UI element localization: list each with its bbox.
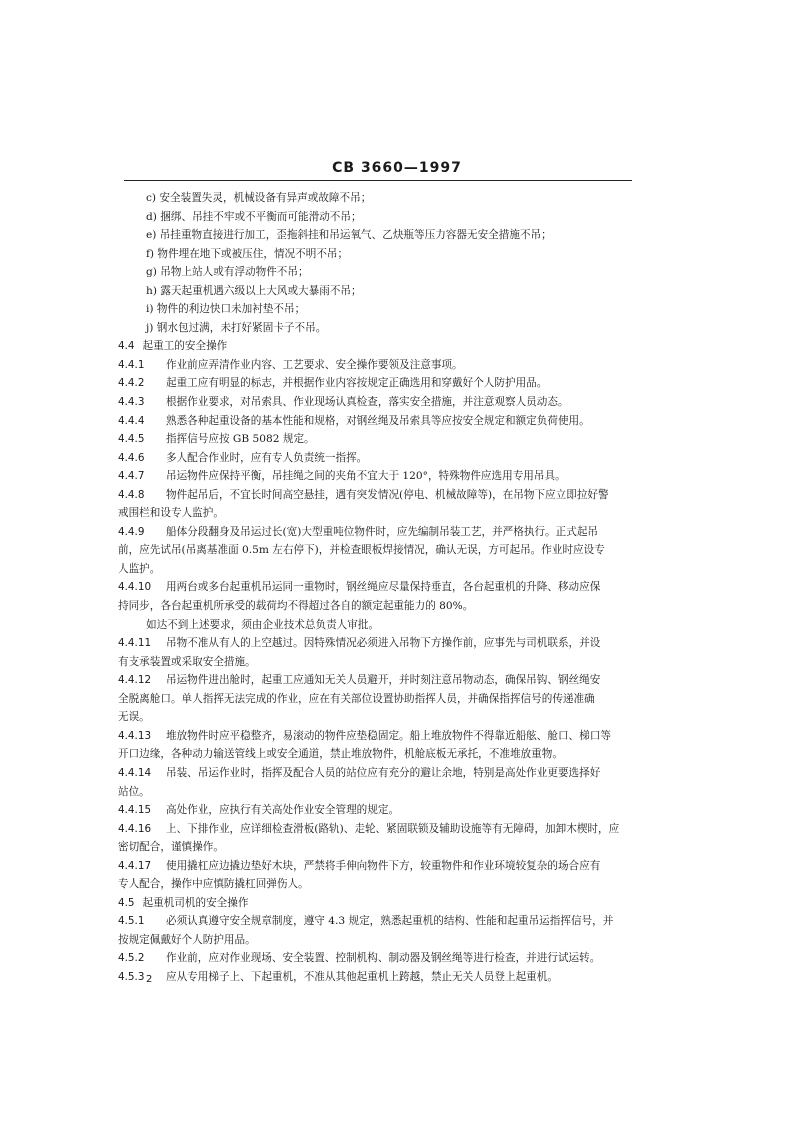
list-item: f) 物件埋在地下或被压住，情况不明不吊； (146, 247, 349, 260)
clause-number: 4.4.4 (118, 414, 145, 427)
continuation-line: 专人配合，操作中应慎防撬杠回弹伤人。 (118, 878, 309, 891)
clause-number: 4.4.8 (118, 488, 145, 501)
continuation-line: 前，应先试吊(吊离基准面 0.5m 左右停下)，并检查眼板焊接情况，确认无误，方可起吊。作业时应设专 (118, 544, 605, 557)
clause-text: 根据作业要求，对吊索具、作业现场认真检查，落实安全措施，并注意观察人员动态。 (166, 396, 569, 409)
list-item: g) 吊物上站人或有浮动物件不吊； (146, 266, 309, 279)
clause-text: 吊运物件应保持平衡，吊挂绳之间的夹角不宜大于 120°，特殊物件应选用专用吊具。 (166, 470, 566, 483)
clause-number: 4.4.16 (118, 822, 152, 835)
clause-line (0, 467, 794, 486)
section-title: 起重工的安全操作 (142, 340, 228, 353)
section-number: 4.5 (118, 896, 135, 909)
clause-number: 4.4.11 (118, 637, 152, 650)
clause-line (0, 634, 794, 653)
clause-line (0, 578, 794, 597)
clause-text: 作业前，应对作业现场、安全装置、控制机构、制动器及钢丝绳等进行检查，并进行试运转。 (166, 952, 601, 965)
clause-line (0, 449, 794, 468)
document-code-header: CB 3660—1997 (332, 160, 462, 176)
list-item: h) 露天起重机遇六级以上大风或大暴雨不吊； (146, 284, 362, 297)
clause-number: 4.4.2 (118, 377, 145, 390)
continuation-line: 按规定佩戴好个人防护用品。 (118, 933, 256, 946)
clause-number: 4.4.7 (118, 470, 145, 483)
clause-number: 4.4.15 (118, 804, 152, 817)
clause-text: 高处作业，应执行有关高处作业安全管理的规定。 (166, 804, 400, 817)
continuation-line: 密切配合，谨慎操作。 (118, 841, 224, 854)
header-rule (124, 180, 632, 181)
clause-line (0, 523, 794, 542)
clause-line (0, 727, 794, 746)
continuation-line: 戒围栏和设专人监护。 (118, 507, 224, 520)
section-heading (0, 337, 794, 356)
continuation-line: 站位。 (118, 785, 150, 798)
clause-number: 4.4.12 (118, 674, 152, 687)
clause-text: 吊装、吊运作业时，指挥及配合人员的站位应有充分的避让余地，特别是高处作业更要选择好 (166, 766, 601, 779)
clause-number: 4.4.5 (118, 433, 145, 446)
clause-text: 应从专用梯子上、下起重机，不准从其他起重机上跨越，禁止无关人员登上起重机。 (166, 970, 558, 983)
clause-text: 吊物不准从有人的上空越过。因特殊情况必须进入吊物下方操作前，应事先与司机联系，并设 (166, 637, 601, 650)
section-number: 4.4 (118, 340, 135, 353)
clause-line (0, 393, 794, 412)
clause-text: 堆放物件时应平稳整齐，易滚动的物件应垫稳固定。船上堆放物件不得靠近船舷、舱口、梯口等 (166, 729, 611, 742)
clause-number: 4.4.13 (118, 729, 152, 742)
list-item: i) 物件的利边快口未加衬垫不吊； (146, 303, 306, 316)
clause-line (0, 764, 794, 783)
clause-line (0, 949, 794, 968)
clause-line (0, 412, 794, 431)
clause-line (0, 671, 794, 690)
clause-text: 使用撬杠应边撬边垫好木块，严禁将手伸向物件下方，较重物件和作业环境较复杂的场合应有 (166, 859, 601, 872)
continuation-line: 开口边缘，各种动力输送管线上或安全通道，禁止堆放物件，机舱底板无承托，不准堆放重物。 (118, 748, 563, 761)
continuation-line: 有支承装置或采取安全措施。 (118, 655, 256, 668)
clause-text: 物件起吊后，不宜长时间高空悬挂，遇有突发情况(停电、机械故障等)，在吊物下应立即拉好警 (166, 488, 609, 501)
section-heading (0, 894, 794, 913)
clause-number: 4.4.14 (118, 766, 152, 779)
section-title: 起重机司机的安全操作 (142, 896, 249, 909)
clause-line (0, 820, 794, 839)
clause-text: 作业前应弄清作业内容、工艺要求、安全操作要领及注意事项。 (166, 358, 463, 371)
continuation-line: 无误。 (118, 711, 150, 724)
clause-line (0, 801, 794, 820)
clause-number: 4.4.6 (118, 451, 145, 464)
clause-text: 起重工应有明显的标志，并根据作业内容按规定正确选用和穿戴好个人防护用品。 (166, 377, 548, 390)
continuation-line: 持同步，各台起重机所承受的载荷均不得超过各自的额定起重能力的 80%。 (118, 600, 474, 613)
clause-text: 吊运物件进出舱时，起重工应通知无关人员避开，并时刻注意吊物动态，确保吊钩、钢丝绳安 (166, 674, 601, 687)
list-item: e) 吊挂重物直接进行加工，歪拖斜挂和吊运氧气、乙炔瓶等压力容器无安全措施不吊； (146, 229, 552, 242)
page-number: 2 (146, 974, 153, 985)
clause-text: 船体分段翻身及吊运过长(宽)大型重吨位物件时，应先编制吊装工艺，并严格执行。正式起吊 (166, 525, 599, 538)
continuation-line: 人监护。 (118, 562, 161, 575)
clause-text: 用两台或多台起重机吊运同一重物时，钢丝绳应尽量保持垂直，各台起重机的升降、移动应保 (166, 581, 601, 594)
clause-line (0, 430, 794, 449)
clause-number: 4.4.9 (118, 525, 145, 538)
clause-number: 4.5.2 (118, 952, 145, 965)
continuation-line: 全脱离舱口。单人指挥无法完成的作业，应在有关部位设置协助指挥人员，并确保指挥信号的传递准确 (118, 692, 595, 705)
clause-text: 指挥信号应按 GB 5082 规定。 (166, 433, 315, 446)
list-item: d) 捆绑、吊挂不牢或不平衡而可能滑动不吊； (146, 210, 362, 223)
clause-number: 4.5.3 (118, 970, 145, 983)
clause-line (0, 374, 794, 393)
clause-line (0, 912, 794, 931)
clause-text: 上、下排作业，应详细检查滑板(路轨)、走轮、紧固联锁及辅助设施等有无障碍，加卸木楔时，应 (166, 822, 620, 835)
list-item: j) 钢水包过满，未打好紧固卡子不吊。 (146, 321, 327, 334)
clause-line (0, 356, 794, 375)
document-body (0, 189, 794, 987)
list-item: c) 安全装置失灵，机械设备有异声或故障不吊； (146, 192, 372, 204)
clause-line (0, 486, 794, 505)
clause-number: 4.4.1 (118, 358, 145, 371)
clause-number: 4.4.3 (118, 396, 145, 409)
clause-line (0, 857, 794, 876)
note-line: 如达不到上述要求，须由企业技术总负责人审批。 (146, 618, 380, 631)
clause-number: 4.4.10 (118, 581, 152, 594)
clause-text: 多人配合作业时，应有专人负责统一指挥。 (166, 451, 368, 464)
clause-number: 4.5.1 (118, 915, 145, 928)
clause-line (0, 968, 794, 987)
clause-text: 必须认真遵守安全规章制度，遵守 4.3 规定，熟悉起重机的结构、性能和起重吊运指挥信号，并 (166, 915, 614, 928)
clause-number: 4.4.17 (118, 859, 152, 872)
clause-text: 熟悉各种起重设备的基本性能和规格，对钢丝绳及吊索具等应按安全规定和额定负荷使用。 (166, 414, 590, 427)
